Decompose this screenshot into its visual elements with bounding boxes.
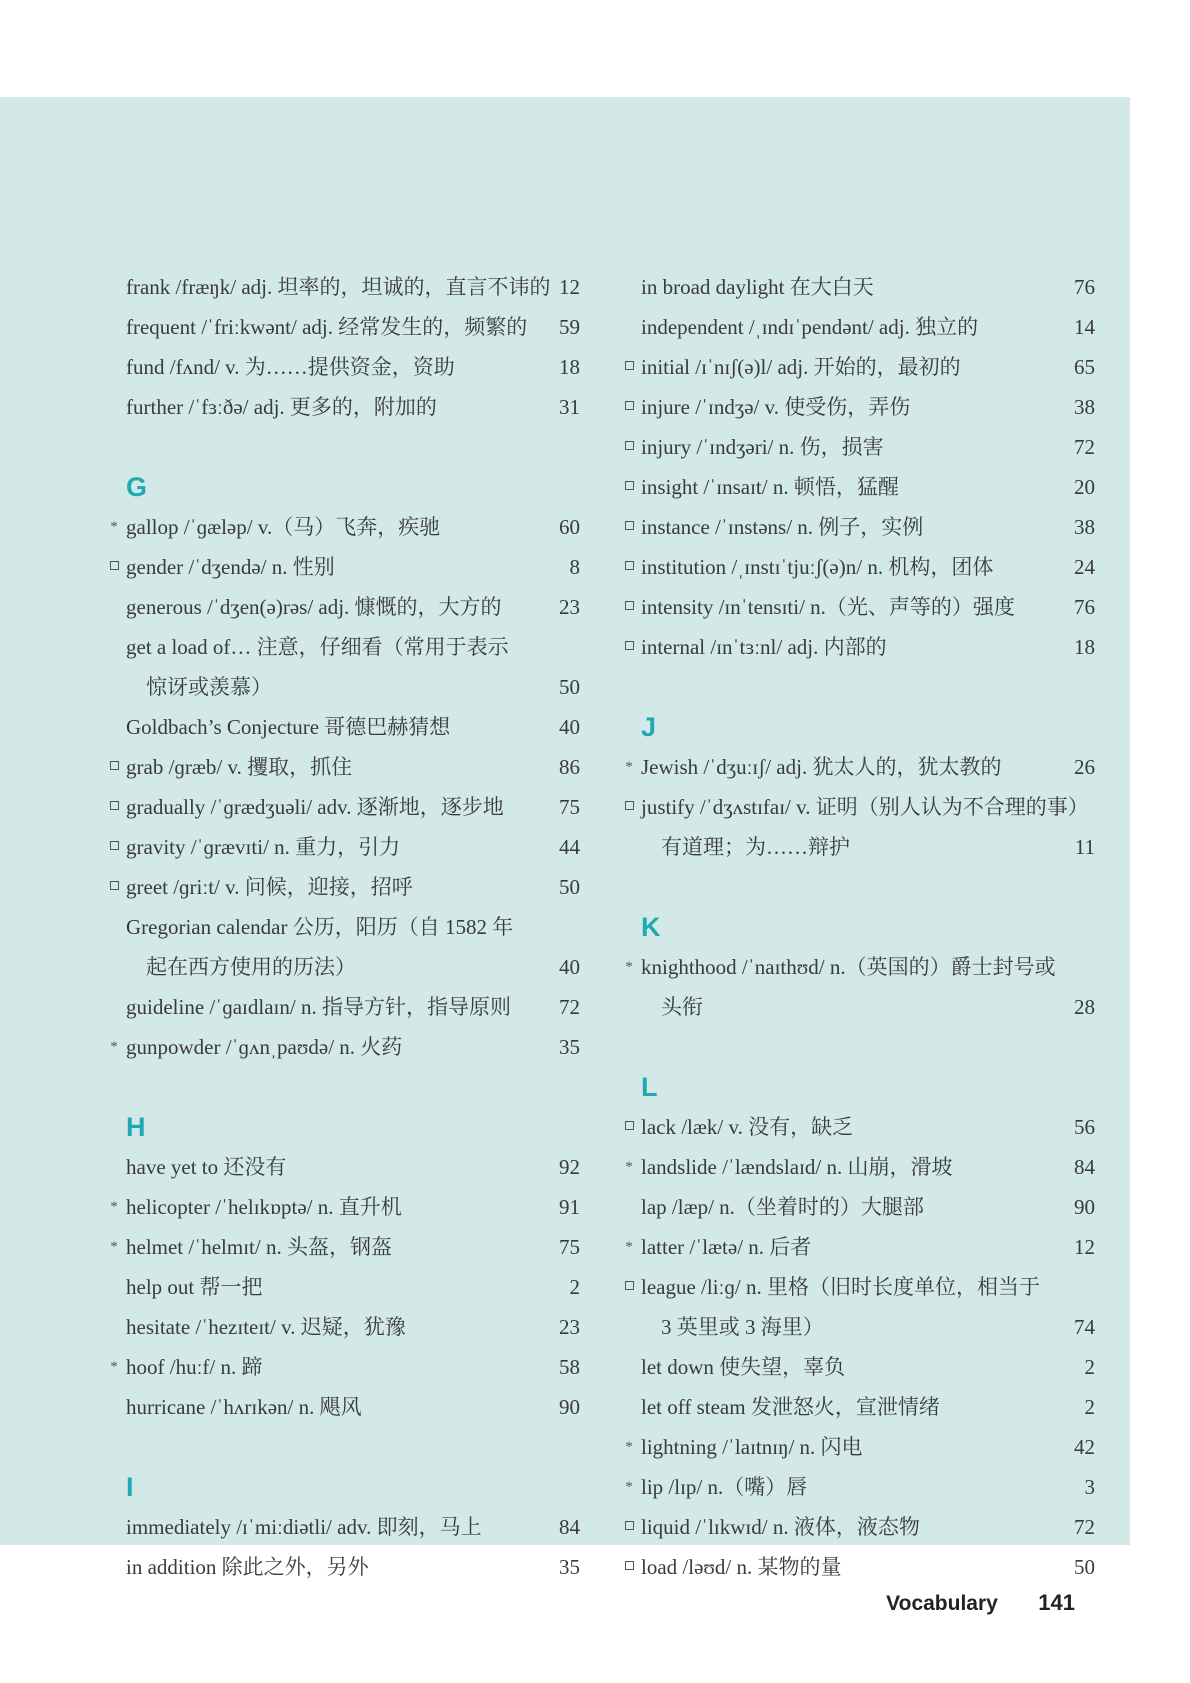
vocab-entry [110, 907, 580, 947]
vocab-entry [625, 267, 1095, 307]
entry-text: instance /ˈɪnstəns/ n. 例子，实例 [641, 515, 924, 539]
vocab-entry [625, 507, 1095, 547]
entry-page-number: 18 [559, 355, 580, 379]
entry-page-number: 20 [1074, 475, 1095, 499]
vocab-entry [625, 347, 1095, 387]
entry-text: independent /ˌɪndɪˈpendənt/ adj. 独立的 [641, 315, 979, 339]
entry-page-number: 14 [1074, 315, 1095, 339]
entry-text: get a load of… 注意，仔细看（常用于表示 [126, 635, 509, 659]
entry-text: gravity /ˈɡrævɪti/ n. 重力，引力 [126, 835, 401, 859]
square-marker-icon [622, 387, 636, 427]
square-marker-icon [622, 427, 636, 467]
vocab-entry [110, 627, 580, 667]
square-marker-icon [622, 547, 636, 587]
vocab-entry [110, 827, 580, 867]
vocab-entry [110, 387, 580, 427]
section-letter-heading: G [126, 472, 148, 502]
entry-page-number: 2 [569, 1275, 580, 1299]
entry-page-number: 84 [1074, 1155, 1095, 1179]
vocab-entry [625, 947, 1095, 987]
entry-text: injury /ˈɪndʒəri/ n. 伤，损害 [641, 435, 884, 459]
asterisk-marker-icon [622, 1427, 636, 1467]
entry-page-number: 50 [1074, 1555, 1095, 1579]
vocab-entry [110, 307, 580, 347]
entry-page-number: 28 [1074, 995, 1095, 1019]
entry-text: 头衔 [661, 995, 703, 1019]
square-marker-icon [107, 547, 121, 587]
entry-text: lightning /ˈlaɪtnɪŋ/ n. 闪电 [641, 1435, 863, 1459]
asterisk-marker-icon [622, 947, 636, 987]
entry-text: liquid /ˈlɪkwɪd/ n. 液体，液态物 [641, 1515, 920, 1539]
entry-page-number: 31 [559, 395, 580, 419]
entry-text: 起在西方使用的历法） [146, 955, 356, 979]
section-gap [625, 667, 1095, 707]
left-column [110, 267, 580, 1587]
entry-text: hurricane /ˈhʌrɪkən/ n. 飓风 [126, 1395, 362, 1419]
vocab-entry [625, 627, 1095, 667]
section-letter-heading: K [641, 912, 661, 942]
asterisk-marker-icon [107, 1227, 121, 1267]
square-marker-icon [107, 787, 121, 827]
entry-page-number: 42 [1074, 1435, 1095, 1459]
entry-page-number: 38 [1074, 515, 1095, 539]
entry-page-number: 11 [1074, 835, 1095, 859]
vocab-entry [110, 1227, 580, 1267]
entry-text: initial /ɪˈnɪʃ(ə)l/ adj. 开始的，最初的 [641, 355, 961, 379]
vocab-entry [110, 1267, 580, 1307]
section-letter-heading: I [126, 1472, 134, 1502]
entry-text: Goldbach’s Conjecture 哥德巴赫猜想 [126, 715, 451, 739]
entry-text: help out 帮一把 [126, 1275, 263, 1299]
vocabulary-panel [0, 97, 1130, 1579]
entry-page-number: 75 [559, 1235, 580, 1259]
square-marker-icon [622, 1107, 636, 1147]
entry-text: Gregorian calendar 公历，阳历（自 1582 年 [126, 915, 514, 939]
vocab-entry [110, 707, 580, 747]
asterisk-marker-icon [107, 507, 121, 547]
entry-text: gradually /ˈɡrædʒuəli/ adv. 逐渐地，逐步地 [126, 795, 504, 819]
vocab-entry [625, 787, 1095, 827]
vocab-entry [110, 1307, 580, 1347]
entry-text: lip /lɪp/ n.（嘴）唇 [641, 1475, 808, 1499]
vocab-entry [110, 747, 580, 787]
entry-page-number: 86 [559, 755, 580, 779]
vocab-entry [110, 267, 580, 307]
entry-page-number: 12 [559, 275, 580, 299]
entry-page-number: 76 [1074, 275, 1095, 299]
entry-text: 3 英里或 3 海里） [661, 1315, 824, 1339]
square-marker-icon [622, 1547, 636, 1587]
vocab-entry [625, 587, 1095, 627]
entry-page-number: 38 [1074, 395, 1095, 419]
entry-page-number: 74 [1074, 1315, 1095, 1339]
entry-text: latter /ˈlætə/ n. 后者 [641, 1235, 812, 1259]
asterisk-marker-icon [107, 1027, 121, 1067]
entry-text: 有道理；为……辩护 [661, 835, 850, 859]
vocab-entry [625, 1267, 1095, 1307]
entry-page-number: 8 [569, 555, 580, 579]
entry-page-number: 2 [1084, 1355, 1095, 1379]
entry-page-number: 23 [559, 595, 580, 619]
asterisk-marker-icon [622, 1467, 636, 1507]
vocab-entry [110, 1387, 580, 1427]
entry-page-number: 91 [559, 1195, 580, 1219]
entry-page-number: 90 [1074, 1195, 1095, 1219]
entry-text: generous /ˈdʒen(ə)rəs/ adj. 慷慨的，大方的 [126, 595, 502, 619]
vocab-entry [625, 1427, 1095, 1467]
entry-text: league /liːɡ/ n. 里格（旧时长度单位，相当于 [641, 1275, 1040, 1299]
entry-page-number: 60 [559, 515, 580, 539]
entry-text: gender /ˈdʒendə/ n. 性别 [126, 555, 335, 579]
entry-text: in broad daylight 在大白天 [641, 275, 874, 299]
entry-page-number: 50 [559, 875, 580, 899]
entry-page-number: 72 [1074, 1515, 1095, 1539]
section-letter-heading: H [126, 1112, 146, 1142]
entry-text: lack /læk/ v. 没有，缺乏 [641, 1115, 854, 1139]
entry-page-number: 40 [559, 955, 580, 979]
entry-page-number: 44 [559, 835, 580, 859]
vocab-entry [110, 787, 580, 827]
entry-page-number: 76 [1074, 595, 1095, 619]
vocab-entry-continuation [625, 987, 1095, 1027]
entry-text: lap /læp/ n.（坐着时的）大腿部 [641, 1195, 924, 1219]
entry-text: load /ləʊd/ n. 某物的量 [641, 1555, 842, 1579]
square-marker-icon [107, 827, 121, 867]
entry-text: knighthood /ˈnaɪthʊd/ n.（英国的）爵士封号或 [641, 955, 1056, 979]
section-letter-heading: J [641, 712, 657, 742]
vocab-entry [110, 587, 580, 627]
entry-text: hoof /huːf/ n. 蹄 [126, 1355, 263, 1379]
entry-page-number: 59 [559, 315, 580, 339]
vocab-entry [625, 387, 1095, 427]
vocab-entry-continuation [110, 947, 580, 987]
entry-text: helicopter /ˈhelɪkɒptə/ n. 直升机 [126, 1195, 402, 1219]
entry-page-number: 24 [1074, 555, 1095, 579]
entry-page-number: 35 [559, 1555, 580, 1579]
entry-text: institution /ˌɪnstɪˈtjuːʃ(ə)n/ n. 机构，团体 [641, 555, 994, 579]
vocab-entry [625, 467, 1095, 507]
footer-label: Vocabulary [886, 1592, 998, 1615]
entry-text: intensity /ɪnˈtensɪti/ n.（光、声等的）强度 [641, 595, 1015, 619]
square-marker-icon [107, 867, 121, 907]
entry-page-number: 56 [1074, 1115, 1095, 1139]
entry-page-number: 72 [1074, 435, 1095, 459]
entry-text: gunpowder /ˈɡʌnˌpaʊdə/ n. 火药 [126, 1035, 403, 1059]
vocab-entry-continuation [625, 1307, 1095, 1347]
vocab-entry [625, 1387, 1095, 1427]
vocab-entry [625, 1107, 1095, 1147]
entry-page-number: 75 [559, 795, 580, 819]
square-marker-icon [622, 467, 636, 507]
asterisk-marker-icon [622, 747, 636, 787]
vocab-entry [110, 507, 580, 547]
entry-text: further /ˈfɜːðə/ adj. 更多的，附加的 [126, 395, 437, 419]
section-gap [110, 1067, 580, 1107]
entry-text: frequent /ˈfriːkwənt/ adj. 经常发生的，频繁的 [126, 315, 528, 339]
entry-text: injure /ˈɪndʒə/ v. 使受伤，弄伤 [641, 395, 911, 419]
entry-text: fund /fʌnd/ v. 为……提供资金，资助 [126, 355, 455, 379]
entry-page-number: 23 [559, 1315, 580, 1339]
square-marker-icon [622, 587, 636, 627]
entry-text: insight /ˈɪnsaɪt/ n. 顿悟，猛醒 [641, 475, 899, 499]
entry-text: immediately /ɪˈmiːdiətli/ adv. 即刻，马上 [126, 1515, 482, 1539]
square-marker-icon [622, 347, 636, 387]
entry-text: guideline /ˈɡaɪdlaɪn/ n. 指导方针，指导原则 [126, 995, 511, 1019]
asterisk-marker-icon [107, 1347, 121, 1387]
entry-page-number: 2 [1084, 1395, 1095, 1419]
square-marker-icon [622, 507, 636, 547]
square-marker-icon [622, 627, 636, 667]
entry-page-number: 3 [1084, 1475, 1095, 1499]
vocab-entry [625, 547, 1095, 587]
entry-text: internal /ɪnˈtɜːnl/ adj. 内部的 [641, 635, 887, 659]
vocab-entry [110, 547, 580, 587]
entry-text: in addition 除此之外，另外 [126, 1555, 369, 1579]
vocab-entry [625, 1227, 1095, 1267]
entry-page-number: 90 [559, 1395, 580, 1419]
entry-page-number: 92 [559, 1155, 580, 1179]
vocab-entry [110, 1027, 580, 1067]
entry-page-number: 58 [559, 1355, 580, 1379]
vocab-entry [625, 1347, 1095, 1387]
page-footer [886, 1590, 1075, 1616]
entry-text: frank /fræŋk/ adj. 坦率的，坦诚的，直言不讳的 [126, 275, 551, 299]
entry-text: let down 使失望，辜负 [641, 1355, 846, 1379]
section-gap [625, 867, 1095, 907]
right-column [625, 267, 1095, 1587]
entry-text: justify /ˈdʒʌstɪfaɪ/ v. 证明（别人认为不合理的事） [641, 795, 1089, 819]
vocab-entry [110, 867, 580, 907]
entry-page-number: 72 [559, 995, 580, 1019]
section-letter-heading: L [641, 1072, 658, 1102]
entry-text: Jewish /ˈdʒuːɪʃ/ adj. 犹太人的，犹太教的 [641, 755, 1002, 779]
entry-text: hesitate /ˈhezɪteɪt/ v. 迟疑，犹豫 [126, 1315, 406, 1339]
entry-text: greet /ɡriːt/ v. 问候，迎接，招呼 [126, 875, 413, 899]
vocab-entry [110, 1507, 580, 1547]
entry-page-number: 26 [1074, 755, 1095, 779]
vocab-entry [625, 427, 1095, 467]
vocab-entry [110, 1187, 580, 1227]
vocab-entry [625, 1187, 1095, 1227]
entry-page-number: 12 [1074, 1235, 1095, 1259]
asterisk-marker-icon [622, 1227, 636, 1267]
section-gap [110, 1427, 580, 1467]
vocab-entry [625, 1507, 1095, 1547]
vocab-entry [625, 307, 1095, 347]
square-marker-icon [622, 787, 636, 827]
vocab-entry [625, 1467, 1095, 1507]
entry-text: helmet /ˈhelmɪt/ n. 头盔，钢盔 [126, 1235, 392, 1259]
entry-page-number: 84 [559, 1515, 580, 1539]
entry-text: landslide /ˈlændslaɪd/ n. 山崩，滑坡 [641, 1155, 953, 1179]
vocab-entry-continuation [110, 667, 580, 707]
vocab-entry-continuation [625, 827, 1095, 867]
vocab-entry [625, 1147, 1095, 1187]
entry-text: 惊讶或羡慕） [146, 675, 272, 699]
entry-text: gallop /ˈɡæləp/ v.（马）飞奔，疾驰 [126, 515, 441, 539]
vocab-entry [625, 747, 1095, 787]
entry-page-number: 18 [1074, 635, 1095, 659]
vocab-entry [110, 1547, 580, 1587]
vocab-entry [625, 1547, 1095, 1587]
entry-page-number: 65 [1074, 355, 1095, 379]
section-gap [625, 1027, 1095, 1067]
square-marker-icon [107, 747, 121, 787]
entry-text: let off steam 发泄怒火，宣泄情绪 [641, 1395, 940, 1419]
page-number: 141 [1038, 1590, 1075, 1615]
entry-page-number: 40 [559, 715, 580, 739]
vocab-entry [110, 347, 580, 387]
vocab-entry [110, 987, 580, 1027]
entry-page-number: 50 [559, 675, 580, 699]
square-marker-icon [622, 1267, 636, 1307]
vocab-entry [110, 1147, 580, 1187]
asterisk-marker-icon [622, 1147, 636, 1187]
vocab-entry [110, 1347, 580, 1387]
section-gap [110, 427, 580, 467]
asterisk-marker-icon [107, 1187, 121, 1227]
entry-page-number: 35 [559, 1035, 580, 1059]
square-marker-icon [622, 1507, 636, 1547]
entry-text: have yet to 还没有 [126, 1155, 287, 1179]
entry-text: grab /ɡræb/ v. 攫取，抓住 [126, 755, 353, 779]
